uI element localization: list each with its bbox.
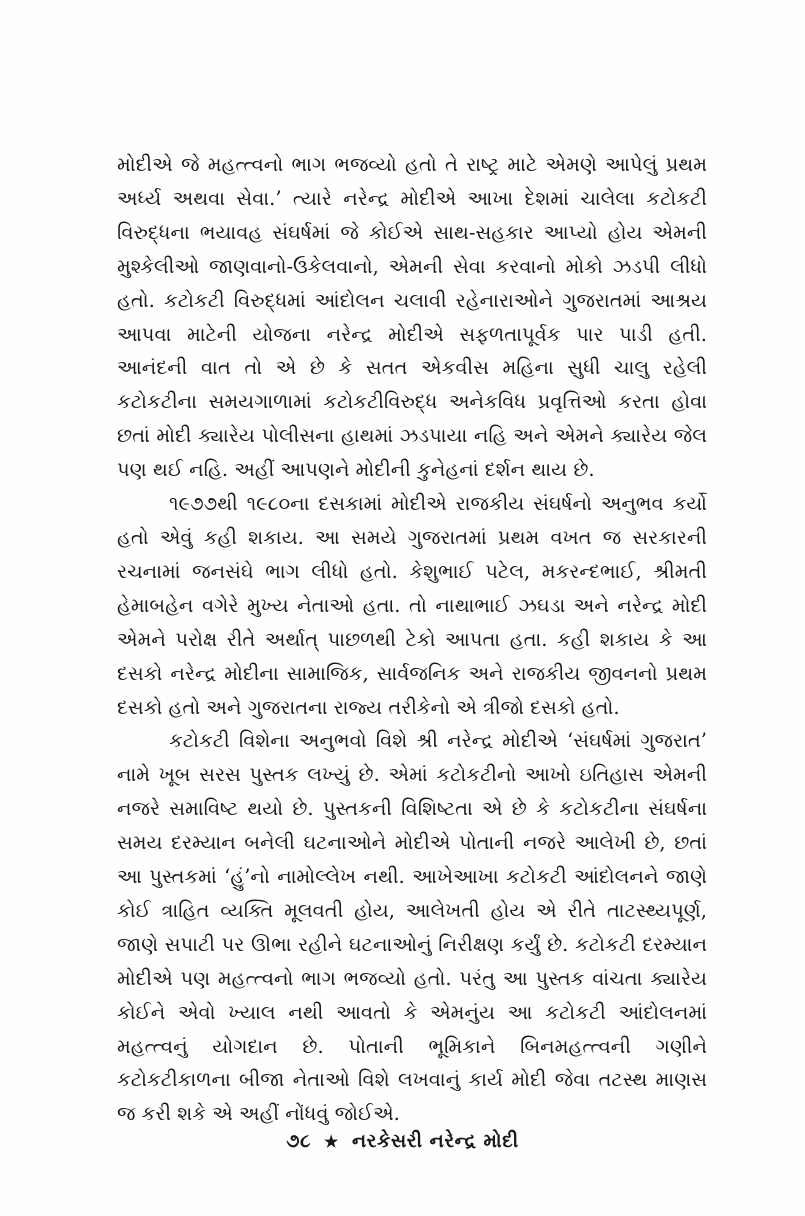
- paragraph-continued: મોદીએ જે મહત્ત્વનો ભાગ ભજવ્યો હતો તે રાષ્ટ્ર માટે એમણે આપેલું પ્રથમ અર્ધ્ય અથવા સેવા.’ ત્યારે નરેન્દ્ર મોદીએ આખા દેશમાં ચાલેલા કટોકટી વિરુદ્ધના ભયાવહ સંઘર્ષમાં જે કોઈએ સાથ-સહકાર આપ્યો હોય એમની મુશ્કેલીઓ જાણવાનો-ઉકેલવાનો, એમની સેવા કરવાનો મોકો ઝડપી લીધો હતો. કટોકટી વિરુદ્ધમાં આંદોલન ચલાવી રહેનારાઓને ગુજરાતમાં આશ્રય આપવા માટેની યોજના નરેન્દ્ર મોદીએ સફળતાપૂર્વક પાર પાડી હતી. આનંદની વાત તો એ છે કે સતત એકવીસ મહિના સુધી ચાલુ રહેલી કટોકટીના સમયગાળામાં કટોકટીવિરુદ્ધ અનેકવિધ પ્રવૃત્તિઓ કરતા હોવા છતાં મોદી ક્યારેય પોલીસના હાથમાં ઝડપાયા નહિ અને એમને ક્યારેય જેલ પણ થઈ નહિ. અહીં આપણને મોદીની કુનેહનાં દર્શન થાય છે.: [117, 153, 707, 482]
- page-footer: [0, 1130, 805, 1152]
- star-icon: ★: [324, 1132, 339, 1151]
- paragraph-third: કટોકટી વિશેના અનુભવો વિશે શ્રી નરેન્દ્ર મોદીએ ‘સંઘર્ષમાં ગુજરાત’ નામે ખૂબ સરસ પુસ્તક લખ્યું છે. એમાં કટોકટીનો આખો ઇતિહાસ એમની નજરે સમાવિષ્ટ થયો છે. પુસ્તકની વિશિષ્ટતા એ છે કે કટોકટીના સંઘર્ષના સમય દરમ્યાન બનેલી ઘટનાઓને મોદીએ પોતાની નજરે આલેખી છે, છતાં આ પુસ્તકમાં ‘હું’નો નામોલ્લેખ નથી. આખેઆખા કટોકટી આંદોલનને જાણે કોઈ ત્રાહિત વ્યક્તિ મૂલવતી હોય, આલેખતી હોય એ રીતે તાટસ્થ્યપૂર્ણ, જાણે સપાટી પર ઊભા રહીને ઘટનાઓનું નિરીક્ષણ કર્યું છે. કટોકટી દરમ્યાન મોદીએ પણ મહત્ત્વનો ભાગ ભજવ્યો હતો. પરંતુ આ પુસ્તક વાંચતા ક્યારેય કોઈને એવો ખ્યાલ નથી આવતો કે એમનુંય આ કટોકટી આંદોલનમાં મહત્ત્વનું યોગદાન છે. પોતાની ભૂમિકાને બિનમહત્ત્વની ગણીને કટોકટીકાળના બીજા નેતાઓ વિશે લખવાનું કાર્ય મોદી જેવા તટસ્થ માણસ જ કરી શકે એ અહીં નોંધવું જોઈએ.: [117, 729, 707, 1126]
- book-title: નરકેસરી નરેન્દ્ર મોદી: [352, 1130, 519, 1152]
- page-number: ૭૮: [286, 1130, 311, 1152]
- paragraph-second: ૧૯૭૭થી ૧૯૮૦ના દસકામાં મોદીએ રાજકીય સંઘર્ષનો અનુભવ કર્યો હતો એવું કહી શકાય. આ સમયે ગુજરાતમાં પ્રથમ વખત જ સરકારની રચનામાં જનસંઘે ભાગ લીધો હતો. કેશુભાઈ પટેલ, મકરન્દભાઈ, શ્રીમતી હેમાબહેન વગેરે મુખ્ય નેતાઓ હતા. તો નાથાભાઈ ઝઘડા અને નરેન્દ્ર મોદી એમને પરોક્ષ રીતે અર્થાત્ પાછળથી ટેકો આપતા હતા. કહી શકાય કે આ દસકો નરેન્દ્ર મોદીના સામાજિક, સાર્વજનિક અને રાજકીય જીવનનો પ્રથમ દસકો હતો અને ગુજરાતના રાજ્ય તરીકેનો એ ત્રીજો દસકો હતો.: [117, 492, 707, 719]
- body-text: [117, 148, 707, 1131]
